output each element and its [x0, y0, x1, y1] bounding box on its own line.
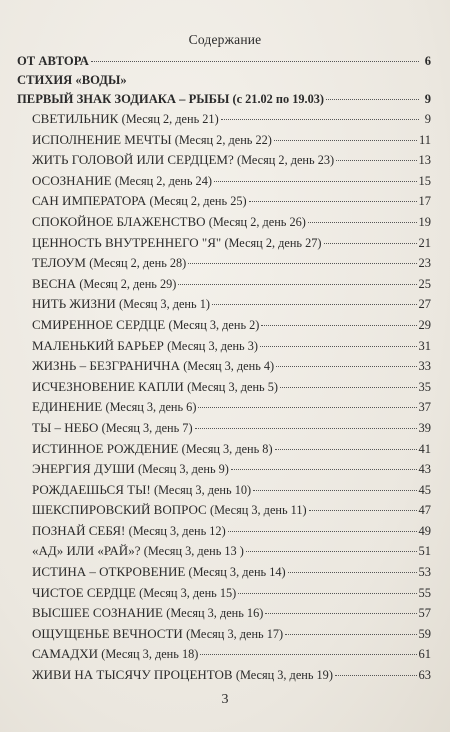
dot-leader — [195, 428, 417, 429]
toc-entry-detail: (Месяц 2, день 27) — [224, 235, 322, 250]
dot-leader — [231, 469, 417, 470]
dot-leader — [221, 119, 419, 120]
toc-entry-detail: (Месяц 3, день 16) — [166, 606, 264, 621]
toc-entry-title: ИСТИНА – ОТКРОВЕНИЕ — [32, 564, 186, 580]
toc-entry-page: 23 — [418, 256, 431, 271]
toc-entry-title: ОЩУЩЕНЬЕ ВЕЧНОСТИ — [32, 625, 183, 641]
toc-entry-detail: (Месяц 2, день 28) — [89, 256, 187, 271]
toc-entry-detail: (Месяц 3, день 1) — [119, 297, 210, 312]
dot-leader — [335, 675, 417, 676]
toc-entry-detail: (Месяц 3, день 3) — [167, 338, 258, 353]
toc-entry-title: ЖИТЬ ГОЛОВОЙ ИЛИ СЕРДЦЕМ? — [32, 152, 234, 168]
toc-entry-page: 11 — [418, 132, 431, 147]
toc-entry — [17, 255, 431, 276]
toc-entry — [17, 379, 431, 400]
toc-entry-title: ПОЗНАЙ СЕБЯ! — [32, 522, 126, 538]
toc-entry-page: 59 — [418, 626, 431, 641]
toc-entry-detail: (Месяц 2, день 22) — [174, 132, 272, 147]
toc-entry-title: ЦЕННОСТЬ ВНУТРЕННЕГО "Я" — [32, 234, 222, 250]
toc-entry-detail: (Месяц 3, день 14) — [188, 565, 286, 580]
toc-entry — [17, 420, 431, 441]
toc-entry-detail: (Месяц 3, день 17) — [186, 626, 284, 641]
dot-leader — [288, 572, 417, 573]
toc-entry-title: ТЕЛОУМ — [32, 255, 86, 271]
toc-heading: Содержание — [188, 32, 262, 47]
toc-entry — [17, 667, 431, 688]
toc-entry-page: 35 — [418, 379, 431, 394]
toc-entry-title: САМАДХИ — [32, 646, 99, 662]
toc-entry-title: ШЕКСПИРОВСКИЙ ВОПРОС — [32, 502, 207, 518]
toc-entry — [17, 214, 431, 235]
toc-entry-page: 63 — [418, 668, 431, 683]
dot-leader — [326, 99, 419, 100]
toc-entry — [17, 646, 431, 667]
toc-entry-detail: (Месяц 3, день 9) — [137, 462, 229, 477]
toc-entry-detail: (Месяц 3, день 15) — [139, 585, 237, 600]
toc-entry-title: ВЕСНА — [32, 275, 77, 291]
dot-leader — [253, 490, 416, 491]
dot-leader — [214, 181, 417, 182]
toc-entry-detail: (Месяц 2, день 21) — [121, 112, 219, 126]
toc-entry-detail: (Месяц 3, день 5) — [187, 379, 278, 394]
toc-entry — [17, 564, 431, 585]
toc-entry-title: ЭНЕРГИЯ ДУШИ — [32, 461, 135, 477]
toc-entry-page: 57 — [418, 606, 431, 621]
toc-entry-page: 29 — [418, 317, 431, 332]
toc-entry-title: МАЛЕНЬКИЙ БАРЬЕР — [32, 337, 164, 353]
dot-leader — [200, 654, 416, 655]
page-number: 3 — [221, 692, 229, 707]
toc-entry — [17, 626, 431, 647]
dot-leader — [249, 201, 417, 202]
toc-entry-detail: (Месяц 3, день 8) — [181, 441, 273, 456]
toc-entry-page: 47 — [418, 503, 431, 518]
toc-entry-page: 33 — [418, 359, 431, 374]
toc-entry-detail: (Месяц 3, день 18) — [101, 647, 199, 662]
toc-entry-from-author — [17, 54, 431, 73]
toc-entry — [17, 173, 431, 194]
dot-leader — [178, 284, 416, 285]
toc-entry-title: СМИРЕННОЕ СЕРДЦЕ — [32, 316, 166, 332]
toc-entry-detail: (Месяц 2, день 23) — [237, 153, 335, 168]
toc-entry-detail: (Месяц 3, день 2) — [168, 317, 260, 332]
dot-leader — [91, 61, 419, 62]
toc-entry — [17, 482, 431, 503]
toc-entry-title: ИСЧЕЗНОВЕНИЕ КАПЛИ — [32, 378, 184, 394]
dot-leader — [212, 304, 417, 305]
toc-entry-page: 9 — [424, 92, 431, 106]
toc-entry-page: 51 — [418, 544, 431, 559]
toc-entry-title: ЖИЗНЬ – БЕЗГРАНИЧНА — [32, 358, 180, 374]
toc-entry-page: 45 — [418, 482, 431, 497]
dot-leader — [188, 263, 416, 264]
dot-leader — [198, 407, 416, 408]
toc-entry-title: СПОКОЙНОЕ БЛАЖЕНСТВО — [32, 213, 206, 229]
dot-leader — [285, 634, 416, 635]
dot-leader — [265, 613, 416, 614]
toc-entry-title: ОСОЗНАНИЕ — [32, 172, 112, 188]
table-of-contents — [17, 54, 431, 688]
toc-entry-detail: (Месяц 2, день 26) — [208, 214, 306, 229]
dot-leader — [274, 140, 417, 141]
toc-entry — [17, 605, 431, 626]
toc-entry-pisces — [17, 92, 431, 111]
dot-leader — [324, 243, 417, 244]
toc-entry-detail: (с 21.02 по 19.03) — [232, 92, 324, 106]
dot-leader — [228, 531, 417, 532]
toc-entry — [17, 523, 431, 544]
toc-entry — [17, 317, 431, 338]
toc-entry-title: ИСТИННОЕ РОЖДЕНИЕ — [32, 440, 179, 456]
toc-entry-title: СТИХИЯ «ВОДЫ» — [17, 73, 127, 87]
toc-entry-detail: (Месяц 3, день 13 ) — [143, 544, 244, 559]
toc-entry — [17, 441, 431, 462]
toc-entry-page: 27 — [418, 297, 431, 312]
toc-entry — [17, 193, 431, 214]
toc-entry — [17, 399, 431, 420]
dot-leader — [261, 325, 416, 326]
toc-entry — [17, 461, 431, 482]
toc-entry-page: 39 — [418, 420, 431, 435]
toc-entry-page: 31 — [418, 338, 431, 353]
toc-entry-detail: (Месяц 3, день 10) — [154, 482, 252, 497]
toc-entry-detail: (Месяц 2, день 24) — [114, 173, 212, 188]
dot-leader — [238, 593, 416, 594]
toc-entry-page: 17 — [418, 194, 431, 209]
toc-entry-detail: (Месяц 2, день 25) — [149, 194, 247, 209]
toc-entry-page: 55 — [418, 585, 431, 600]
dot-leader — [260, 346, 417, 347]
toc-entry — [17, 152, 431, 173]
toc-chapter-list — [17, 111, 431, 688]
dot-leader — [280, 387, 417, 388]
dot-leader — [246, 551, 417, 552]
toc-entry-page: 19 — [418, 214, 431, 229]
toc-entry-detail: (Месяц 3, день 19) — [235, 668, 333, 683]
toc-entry-detail: (Месяц 3, день 12) — [128, 523, 226, 538]
toc-entry-water-element — [17, 73, 431, 92]
toc-entry-title: ЧИСТОЕ СЕРДЦЕ — [32, 584, 136, 600]
toc-entry — [17, 502, 431, 523]
dot-leader — [276, 366, 416, 367]
toc-entry-page: 15 — [418, 173, 431, 188]
toc-entry-page: 25 — [418, 276, 431, 291]
toc-entry-page: 53 — [418, 565, 431, 580]
toc-entry-title: ЖИВИ НА ТЫСЯЧУ ПРОЦЕНТОВ — [32, 667, 233, 683]
toc-entry-title: НИТЬ ЖИЗНИ — [32, 296, 116, 312]
dot-leader — [275, 449, 417, 450]
toc-entry-page: 21 — [418, 235, 431, 250]
toc-entry-title: ЕДИНЕНИЕ — [32, 399, 103, 415]
dot-leader — [336, 160, 416, 161]
toc-entry — [17, 585, 431, 606]
toc-entry-title: ОТ АВТОРА — [17, 54, 89, 68]
toc-entry-detail: (Месяц 3, день 7) — [101, 420, 193, 435]
toc-entry-detail: (Месяц 3, день 4) — [183, 359, 275, 374]
toc-entry-title: ПЕРВЫЙ ЗНАК ЗОДИАКА – РЫБЫ — [17, 92, 230, 106]
toc-entry-page: 41 — [418, 441, 431, 456]
toc-entry-page: 6 — [424, 54, 431, 68]
toc-entry-page: 49 — [418, 523, 431, 538]
toc-entry — [17, 132, 431, 153]
toc-entry — [17, 296, 431, 317]
toc-entry-page: 43 — [418, 462, 431, 477]
toc-entry-detail: (Месяц 2, день 29) — [79, 276, 177, 291]
toc-entry-title: САН ИМПЕРАТОРА — [32, 193, 147, 209]
toc-entry — [17, 276, 431, 297]
toc-entry — [17, 111, 431, 132]
toc-entry-page: 37 — [418, 400, 431, 415]
toc-entry-page: 61 — [418, 647, 431, 662]
toc-entry-title: СВЕТИЛЬНИК — [32, 111, 119, 126]
toc-entry-detail: (Месяц 3, день 11) — [209, 503, 307, 518]
toc-entry — [17, 235, 431, 256]
toc-entry-title: ТЫ – НЕБО — [32, 419, 99, 435]
toc-entry-title: РОЖДАЕШЬСЯ ТЫ! — [32, 481, 151, 497]
toc-entry-page: 13 — [418, 153, 431, 168]
toc-entry — [17, 543, 431, 564]
toc-entry — [17, 358, 431, 379]
toc-entry-page: 9 — [424, 112, 431, 126]
toc-entry-title: ВЫСШЕЕ СОЗНАНИЕ — [32, 605, 163, 621]
toc-entry-title: «АД» ИЛИ «РАЙ»? — [32, 543, 141, 559]
dot-leader — [309, 510, 417, 511]
dot-leader — [308, 222, 417, 223]
toc-entry — [17, 338, 431, 359]
toc-entry-detail: (Месяц 3, день 6) — [105, 400, 197, 415]
toc-entry-title: ИСПОЛНЕНИЕ МЕЧТЫ — [32, 131, 172, 147]
